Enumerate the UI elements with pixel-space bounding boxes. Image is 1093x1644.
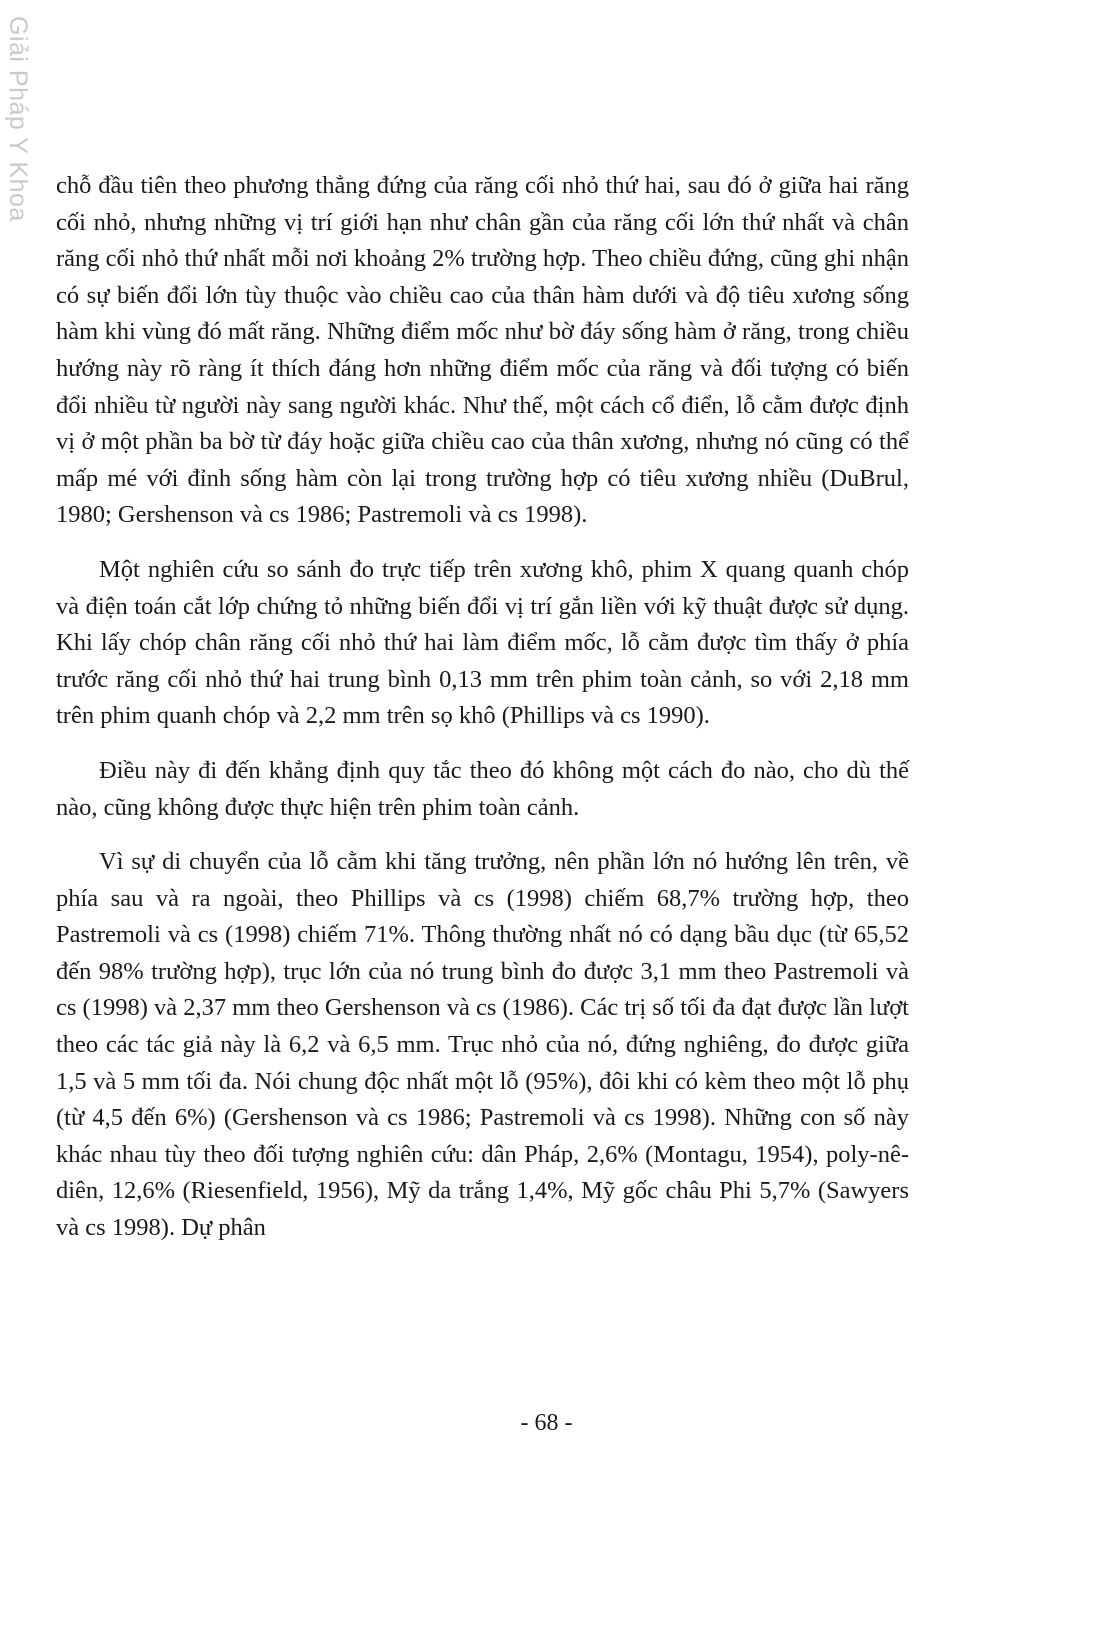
page-number: - 68 - — [520, 1410, 573, 1436]
watermark-text: Giải Pháp Y Khoa — [4, 16, 32, 222]
paragraph-1: chỗ đầu tiên theo phương thẳng đứng của răng cối nhỏ thứ hai, sau đó ở giữa hai răng cối nhỏ, nhưng những vị trí giới hạn như chân gần của răng cối lớn thứ nhất và chân răng cối nhỏ thứ nhất mỗi nơi khoảng 2% trường hợp. Theo chiều đứng, cũng ghi nhận có sự biến đổi lớn tùy thuộc vào chiều cao của thân hàm dưới và độ tiêu xương sống hàm khi vùng đó mất răng. Những điểm mốc như bờ đáy sống hàm ở răng, trong chiều hướng này rõ ràng ít thích đáng hơn những điểm mốc của răng và đối tượng có biến đổi nhiều từ người này sang người khác. Như thế, một cách cổ điển, lỗ cằm được định vị ở một phần ba bờ từ đáy hoặc giữa chiều cao của thân xương, nhưng nó cũng có thể mấp mé với đỉnh sống hàm còn lại trong trường hợp có tiêu xương nhiều (DuBrul, 1980; Gershenson và cs 1986; Pastremoli và cs 1998). — [56, 172, 909, 529]
paragraph-2: Một nghiên cứu so sánh đo trực tiếp trên xương khô, phim X quang quanh chóp và điện toán cắt lớp chứng tỏ những biến đổi vị trí gắn liền với kỹ thuật được sử dụng. Khi lấy chóp chân răng cối nhỏ thứ hai làm điểm mốc, lỗ cằm được tìm thấy ở phía trước răng cối nhỏ thứ hai trung bình 0,13 mm trên phim toàn cảnh, so với 2,18 mm trên phim quanh chóp và 2,2 mm trên sọ khô (Phillips và cs 1990). — [56, 555, 909, 730]
document-body — [56, 168, 909, 1265]
paragraph-4: Vì sự di chuyển của lỗ cằm khi tăng trưởng, nên phần lớn nó hướng lên trên, về phía sau và ra ngoài, theo Phillips và cs (1998) chiếm 68,7% trường hợp, theo Pastremoli và cs (1998) chiếm 71%. Thông thường nhất nó có dạng bầu dục (từ 65,52 đến 98% trường hợp), trục lớn của nó trung bình đo được 3,1 mm theo Pastremoli và cs (1998) và 2,37 mm theo Gershenson và cs (1986). Các trị số tối đa đạt được lần lượt theo các tác giả này là 6,2 và 6,5 mm. Trục nhỏ của nó, đứng nghiêng, đo được giữa 1,5 và 5 mm tối đa. Nói chung độc nhất một lỗ (95%), đôi khi có kèm theo một lỗ phụ (từ 4,5 đến 6%) (Gershenson và cs 1986; Pastremoli và cs 1998). Những con số này khác nhau tùy theo đối tượng nghiên cứu: dân Pháp, 2,6% (Montagu, 1954), poly-nê-diên, 12,6% (Riesenfield, 1956), Mỹ da trắng 1,4%, Mỹ gốc châu Phi 5,7% (Sawyers và cs 1998). Dự phân — [56, 848, 909, 1242]
paragraph-3: Điều này đi đến khẳng định quy tắc theo đó không một cách đo nào, cho dù thế nào, cũng không được thực hiện trên phim toàn cảnh. — [56, 756, 909, 821]
